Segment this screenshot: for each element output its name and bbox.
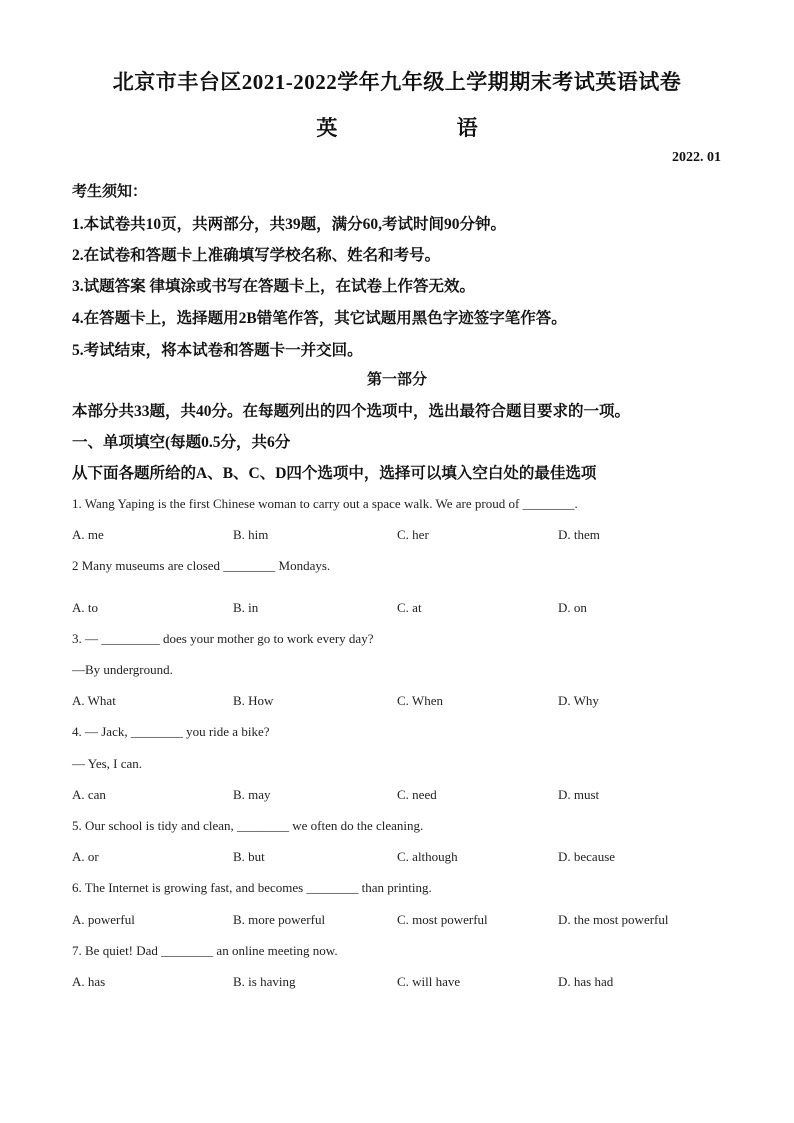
option-b: B. is having	[233, 974, 296, 989]
notice-item: 3.试题答案 律填涂或书写在答题卡上，在试卷上作答无效。	[72, 278, 476, 295]
exam-date: 2022. 01	[672, 150, 721, 165]
answer-options	[72, 527, 732, 545]
question-stem: 3. — _________ does your mother go to work every day?	[72, 631, 374, 646]
notice-item: 2.在试卷和答题卡上准确填写学校名称、姓名和考号。	[72, 247, 441, 264]
question-stem: 2 Many museums are closed ________ Mondays.	[72, 558, 331, 573]
notice-heading: 考生须知：	[72, 184, 148, 200]
answer-options	[72, 600, 732, 618]
answer-options	[72, 787, 732, 805]
option-a: A. me	[72, 527, 104, 542]
question-response: — Yes, I can.	[72, 756, 143, 771]
option-b: B. may	[233, 787, 271, 802]
option-b: B. in	[233, 600, 259, 615]
option-a: A. can	[72, 787, 106, 802]
option-a: A. powerful	[72, 912, 135, 927]
part-intro: 本部分共33题，共40分。在每题列出的四个选项中，选出最符合题目要求的一项。	[72, 403, 631, 420]
option-a: A. What	[72, 693, 116, 708]
answer-options	[72, 849, 732, 867]
option-d: D. must	[558, 787, 600, 802]
option-a: A. has	[72, 974, 106, 989]
option-d: D. has had	[558, 974, 614, 989]
option-c: C. need	[397, 787, 437, 802]
option-b: B. but	[233, 849, 265, 864]
option-b: B. more powerful	[233, 912, 326, 927]
option-c: C. When	[397, 693, 443, 708]
question-stem: 4. — Jack, ________ you ride a bike?	[72, 724, 270, 739]
option-d: D. on	[558, 600, 587, 615]
answer-options	[72, 693, 732, 711]
option-c: C. although	[397, 849, 458, 864]
notice-item: 4.在答题卡上，选择题用2B错笔作答，其它试题用黑色字迹签字笔作答。	[72, 310, 567, 327]
option-c: C. most powerful	[397, 912, 488, 927]
question-stem: 6. The Internet is growing fast, and becomes ________ than printing.	[72, 880, 432, 895]
notice-item: 1.本试卷共10页，共两部分，共39题，满分60,考试时间90分钟。	[72, 216, 507, 233]
option-c: C. her	[397, 527, 429, 542]
part-heading: 第一部分	[366, 372, 427, 388]
option-d: D. Why	[558, 693, 599, 708]
question-response: —By underground.	[72, 662, 173, 677]
option-a: A. to	[72, 600, 98, 615]
option-d: D. them	[558, 527, 600, 542]
question-stem: 1. Wang Yaping is the first Chinese woman to carry out a space walk. We are proud of ________.	[72, 496, 578, 511]
question-stem: 5. Our school is tidy and clean, ________ we often do the cleaning.	[72, 818, 424, 833]
section-instructions: 从下面各题所给的A、B、C、D四个选项中，选择可以填入空白处的最佳选项	[72, 465, 597, 482]
section-title: 一、单项填空(每题0.5分，共6分	[72, 434, 291, 451]
option-d: D. because	[558, 849, 616, 864]
exam-title: 北京市丰台区2021-2022学年九年级上学期期末考试英语试卷	[112, 70, 682, 94]
answer-options	[72, 974, 732, 992]
option-c: C. at	[397, 600, 422, 615]
option-a: A. or	[72, 849, 99, 864]
option-b: B. How	[233, 693, 274, 708]
subject-heading: 英 语	[316, 116, 516, 140]
question-stem: 7. Be quiet! Dad ________ an online meeting now.	[72, 943, 338, 958]
option-c: C. will have	[397, 974, 461, 989]
answer-options	[72, 912, 732, 930]
option-d: D. the most powerful	[558, 912, 669, 927]
option-b: B. him	[233, 527, 269, 542]
notice-item: 5.考试结束，将本试卷和答题卡一并交回。	[72, 342, 363, 359]
